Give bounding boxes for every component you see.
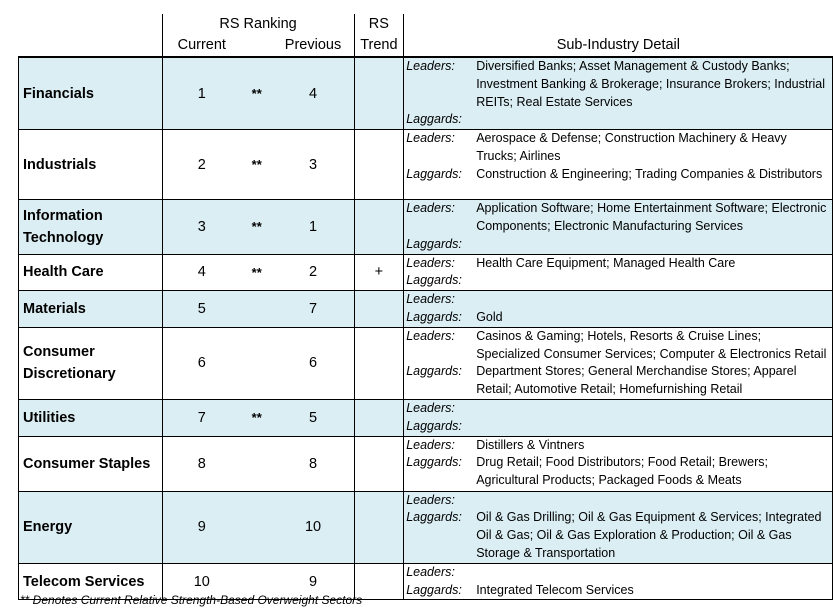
- laggards-text: Gold: [476, 309, 503, 324]
- sub-industry-detail: [404, 563, 833, 600]
- laggards-label: Laggards:: [406, 364, 462, 379]
- laggards-line: [404, 363, 832, 399]
- header-rs-ranking: RS Ranking: [162, 14, 354, 34]
- sub-industry-detail: [404, 399, 833, 436]
- header-previous: Previous: [272, 34, 354, 57]
- sub-industry-detail: [404, 327, 833, 399]
- previous-rank: 8: [272, 436, 354, 491]
- previous-rank: 10: [272, 491, 354, 563]
- laggards-line: [404, 166, 832, 184]
- sector-row: [19, 291, 833, 328]
- header-current: Current: [162, 34, 241, 57]
- laggards-label: Laggards:: [406, 455, 462, 470]
- leaders-label: Leaders:: [406, 437, 455, 452]
- laggards-label: Laggards:: [406, 510, 462, 525]
- leaders-label: Leaders:: [406, 201, 455, 216]
- sector-name: Industrials: [19, 130, 163, 200]
- previous-rank: 3: [272, 130, 354, 200]
- rs-trend: [354, 130, 404, 200]
- leaders-text: [476, 492, 832, 510]
- laggards-line: [404, 111, 832, 129]
- sub-industry-detail: [404, 291, 833, 328]
- sector-row: [19, 436, 833, 491]
- sector-row: [19, 491, 833, 563]
- sector-name: Financials: [19, 57, 163, 130]
- sub-industry-detail: [404, 200, 833, 254]
- leaders-line: [404, 255, 832, 273]
- leaders-line: [404, 58, 832, 111]
- sector-ranking-table: [18, 14, 833, 600]
- laggards-text: [476, 418, 832, 436]
- overweight-marker: **: [241, 254, 272, 291]
- leaders-text: Distillers & Vintners: [476, 437, 585, 452]
- laggards-line: [404, 272, 832, 290]
- footnote: ** Denotes Current Relative Strength-Based Overweight Sectors: [20, 593, 363, 607]
- leaders-line: [404, 492, 832, 510]
- sector-row: [19, 57, 833, 130]
- header-rs-trend-top: RS: [354, 14, 404, 34]
- laggards-label: Laggards:: [406, 112, 462, 127]
- laggards-text: [476, 272, 832, 290]
- laggards-line: [404, 309, 832, 327]
- sector-name: Health Care: [19, 254, 163, 291]
- sub-industry-detail: [404, 57, 833, 130]
- rs-trend: [354, 491, 404, 563]
- leaders-line: [404, 437, 832, 455]
- sector-name: Telecom Services: [19, 563, 163, 600]
- current-rank: 1: [162, 57, 241, 130]
- overweight-marker: [241, 327, 272, 399]
- sector-row: [19, 200, 833, 254]
- header-rs-trend-bottom: Trend: [354, 34, 404, 57]
- current-rank: 2: [162, 130, 241, 200]
- laggards-label: Laggards:: [406, 582, 462, 597]
- leaders-line: [404, 200, 832, 236]
- leaders-text: [476, 291, 832, 309]
- sub-industry-detail: [404, 491, 833, 563]
- leaders-text: [476, 400, 832, 418]
- header-blank-detail: [404, 14, 833, 34]
- leaders-label: Leaders:: [406, 492, 455, 507]
- laggards-line: [404, 582, 832, 600]
- laggards-text: Department Stores; General Merchandise Stores; Apparel Retail; Automotive Retail; Homefurnishing Retail: [476, 364, 797, 397]
- previous-rank: 6: [272, 327, 354, 399]
- previous-rank: 2: [272, 254, 354, 291]
- leaders-line: [404, 130, 832, 166]
- overweight-marker: [241, 291, 272, 328]
- overweight-marker: [241, 491, 272, 563]
- previous-rank: 1: [272, 200, 354, 254]
- sector-row: [19, 130, 833, 200]
- laggards-label: Laggards:: [406, 273, 462, 288]
- leaders-label: Leaders:: [406, 131, 455, 146]
- rs-trend: [354, 200, 404, 254]
- rs-trend: [354, 291, 404, 328]
- rs-trend: [354, 327, 404, 399]
- leaders-label: Leaders:: [406, 328, 455, 343]
- leaders-line: [404, 400, 832, 418]
- current-rank: 4: [162, 254, 241, 291]
- leaders-text: Health Care Equipment; Managed Health Care: [476, 255, 736, 270]
- header-sub-industry: Sub-Industry Detail: [404, 34, 833, 57]
- laggards-text: Integrated Telecom Services: [476, 582, 634, 597]
- header-blank-2: [19, 34, 163, 57]
- sector-row: [19, 399, 833, 436]
- previous-rank: 7: [272, 291, 354, 328]
- overweight-marker: [241, 436, 272, 491]
- overweight-marker: **: [241, 130, 272, 200]
- sector-name: Information Technology: [19, 200, 163, 254]
- sector-row: [19, 254, 833, 291]
- leaders-line: [404, 328, 832, 364]
- current-rank: 7: [162, 399, 241, 436]
- leaders-label: Leaders:: [406, 292, 455, 307]
- laggards-text: [476, 111, 832, 129]
- previous-rank: 9: [272, 563, 354, 600]
- laggards-label: Laggards:: [406, 309, 462, 324]
- sector-name: Energy: [19, 491, 163, 563]
- current-rank: 6: [162, 327, 241, 399]
- laggards-line: [404, 236, 832, 254]
- sector-name: Consumer Staples: [19, 436, 163, 491]
- laggards-label: Laggards:: [406, 166, 462, 181]
- current-rank: 3: [162, 200, 241, 254]
- laggards-text: Construction & Engineering; Trading Companies & Distributors: [476, 166, 823, 181]
- leaders-label: Leaders:: [406, 59, 455, 73]
- laggards-label: Laggards:: [406, 418, 462, 433]
- sub-industry-detail: [404, 130, 833, 200]
- laggards-line: [404, 418, 832, 436]
- sub-industry-detail: [404, 254, 833, 291]
- sector-name: Utilities: [19, 399, 163, 436]
- leaders-text: Aerospace & Defense; Construction Machinery & Heavy Trucks; Airlines: [476, 131, 787, 163]
- previous-rank: 5: [272, 399, 354, 436]
- overweight-marker: **: [241, 399, 272, 436]
- laggards-label: Laggards:: [406, 236, 462, 251]
- rs-trend: [354, 399, 404, 436]
- overweight-marker: **: [241, 200, 272, 254]
- sector-name: Consumer Discretionary: [19, 327, 163, 399]
- laggards-text: Oil & Gas Drilling; Oil & Gas Equipment & Services; Integrated Oil & Gas; Oil & Gas Exploration & Production; Oil & Gas Storage & Transportation: [476, 510, 822, 560]
- leaders-line: [404, 564, 832, 582]
- leaders-text: Casinos & Gaming; Hotels, Resorts & Cruise Lines; Specialized Consumer Services; Computer & Electronics Retail: [476, 328, 827, 361]
- laggards-line: [404, 454, 832, 490]
- current-rank: 10: [162, 563, 241, 600]
- sector-row: [19, 327, 833, 399]
- leaders-text: Diversified Banks; Asset Management & Custody Banks; Investment Banking & Brokerage; Insurance Brokers; Industrial REITs; Real Estate Services: [476, 59, 825, 109]
- laggards-text: [476, 236, 832, 254]
- laggards-line: [404, 509, 832, 562]
- leaders-label: Leaders:: [406, 564, 455, 579]
- rs-trend: +: [354, 254, 404, 291]
- overweight-marker: **: [241, 57, 272, 130]
- current-rank: 8: [162, 436, 241, 491]
- leaders-label: Leaders:: [406, 400, 455, 415]
- leaders-line: [404, 291, 832, 309]
- laggards-text: Drug Retail; Food Distributors; Food Retail; Brewers; Agricultural Products; Packaged Foods & Meats: [476, 455, 768, 488]
- sector-name: Materials: [19, 291, 163, 328]
- rs-trend: [354, 436, 404, 491]
- previous-rank: 4: [272, 57, 354, 130]
- current-rank: 9: [162, 491, 241, 563]
- leaders-text: [476, 564, 832, 582]
- leaders-label: Leaders:: [406, 255, 455, 270]
- current-rank: 5: [162, 291, 241, 328]
- header-blank: [19, 14, 163, 34]
- sub-industry-detail: [404, 436, 833, 491]
- header-star-blank: [241, 34, 272, 57]
- leaders-text: Application Software; Home Entertainment Software; Electronic Components; Electronic Manufacturing Services: [476, 201, 827, 233]
- rs-trend: [354, 57, 404, 130]
